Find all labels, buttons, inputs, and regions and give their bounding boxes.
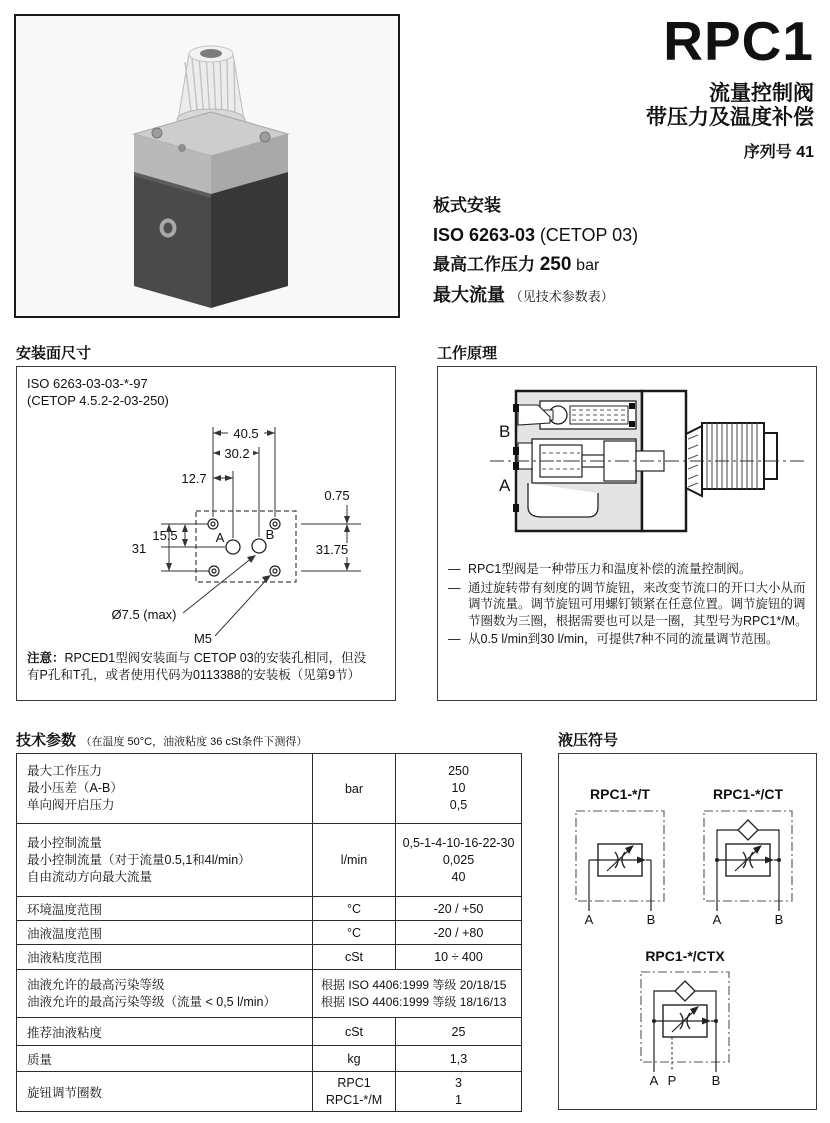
symbol-ct-port-a: A: [712, 912, 722, 927]
table-row: 质量 kg 1,3: [17, 1046, 522, 1072]
dim-31-75: 31.75: [315, 542, 349, 557]
mounting-box: [16, 366, 396, 701]
mounting-standard: ISO 6263-03-03-*-97 (CETOP 4.5.2-2-03-250): [27, 376, 169, 408]
symbols-section-heading: 液压符号: [558, 732, 619, 749]
specs-table: [16, 753, 522, 1112]
symbol-t-label: RPC1-*/T: [590, 786, 650, 802]
specs-table-wrap: [16, 753, 522, 1112]
dimension-labels: [132, 426, 350, 557]
hole-diameter-label: Ø7.5 (max): [111, 607, 177, 622]
port-b-label: B: [265, 527, 275, 542]
principle-port-a: A: [499, 476, 511, 495]
bullet-1: — RPC1型阀是一种带压力和温度补偿的流量控制阀。: [448, 562, 752, 576]
principle-section-heading: 工作原理: [437, 345, 498, 362]
port-a-hole: [226, 540, 240, 554]
header: [646, 10, 814, 162]
symbol-t-port-b: B: [646, 912, 656, 927]
max-flow: 最大流量 （见技术参数表）: [433, 285, 614, 305]
specs-section-heading: 技术参数 （在温度 50°C，油液粘度 36 cSt条件下测得）: [16, 732, 308, 749]
symbol-ctx: [641, 972, 729, 1088]
table-row: 油液粘度范围 cSt 10 ÷ 400: [17, 945, 522, 970]
symbol-ctx-label: RPC1-*/CTX: [645, 948, 725, 964]
product-photo-frame: [14, 14, 400, 318]
principle-bullets: [448, 561, 812, 650]
port-b-hole: [252, 539, 266, 553]
mounting-type: 板式安装: [433, 196, 501, 215]
port-a-label: A: [215, 530, 225, 545]
product-subtitle: 流量控制阀 带压力及温度补偿: [646, 82, 814, 129]
principle-box: [437, 366, 817, 701]
symbol-t-port-a: A: [584, 912, 594, 927]
key-specs: [433, 196, 638, 316]
table-row: 最大工作压力 最小压差（A-B） 单向阀开启压力 bar 250 10 0,5: [17, 754, 522, 824]
iso-standard: ISO 6263-03 (CETOP 03): [433, 225, 639, 245]
symbol-ctx-port-a: A: [649, 1073, 659, 1088]
symbol-ct: [704, 811, 792, 927]
dim-15-5: 15.5: [152, 528, 178, 543]
symbol-t: [576, 811, 664, 927]
table-row: 最小控制流量 最小控制流量（对于流量0.5,1和4l/min） 自由流动方向最大流量 l/min 0,5-1-4-10-16-22-30 0,025 40: [17, 824, 522, 897]
table-row: 推荐油液粘度 cSt 25: [17, 1018, 522, 1046]
table-row: 环境温度范围 °C -20 / +50: [17, 897, 522, 921]
adjustment-knob-drawing: [702, 423, 764, 489]
symbol-ct-label: RPC1-*/CT: [712, 786, 784, 802]
dim-12-7: 12.7: [181, 471, 207, 486]
symbol-ctx-port-p: P: [667, 1073, 677, 1088]
principle-port-b: B: [499, 422, 511, 441]
dim-40-5: 40.5: [233, 426, 259, 441]
valve-cross-section-diagram: [440, 377, 814, 557]
symbol-ct-port-b: B: [774, 912, 784, 927]
table-row: 油液允许的最高污染等级 油液允许的最高污染等级（流量 < 0,5 l/min） 根据 ISO 4406:1999 等级 20/18/15 根据 ISO 4406:1999 等级 18/16/13: [17, 970, 522, 1018]
mounting-section-heading: 安装面尺寸: [16, 345, 92, 362]
table-row: 油液温度范围 °C -20 / +80: [17, 921, 522, 945]
bullet-3: — 从0.5 l/min到30 l/min，可提供7种不同的流量调节范围。: [448, 632, 779, 646]
dim-30-2: 30.2: [224, 446, 250, 461]
dim-31: 31: [131, 541, 147, 556]
thread-label: M5: [193, 631, 213, 646]
hydraulic-symbols-diagram: [559, 754, 813, 1106]
valve-photo: [16, 16, 398, 316]
page-title: RPC1: [663, 10, 814, 72]
bullet-2: — 通过旋转带有刻度的调节旋钮，来改变节流口的开口大小从而调节流量。调节旋钮可用螺钉锁紧在任意位置。调节旋钮的调节圈数为三圈，根据需要也可以是一圈，其型号为RPC1*/M。: [448, 580, 808, 628]
table-row: 旋钮调节圈数 RPC1 RPC1-*/M 3 1: [17, 1072, 522, 1112]
series-number: 序列号 41: [743, 144, 814, 161]
mounting-note: 注意：RPCED1型阀安装面与 CETOP 03的安装孔相同，但没 有P孔和T孔，或者使用代码为0113388的安装板（见第9节）: [27, 651, 367, 682]
mounting-dimension-diagram: [17, 399, 393, 647]
dim-0-75: 0.75: [324, 488, 350, 503]
max-pressure: 最高工作压力 250 bar: [433, 254, 600, 275]
symbols-box: [558, 753, 817, 1110]
symbol-ctx-port-b: B: [711, 1073, 721, 1088]
